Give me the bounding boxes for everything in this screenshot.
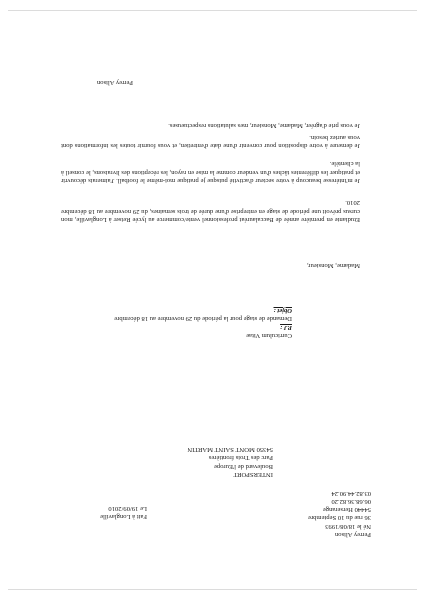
date: Le 19/09/2010 <box>108 504 147 512</box>
paragraph-availability: Je demeure à votre disposition pour convenir d'une date d'entretien, et vous fournir toutes les informations dont vous auriez besoin. <box>61 133 360 149</box>
place: Fait à Longlaville <box>100 513 147 520</box>
place-date-block <box>100 503 147 520</box>
recipient-area: Parc des Trois frontières <box>208 454 273 462</box>
paragraph-closing: Je vous prie d'agréer, Madame, Monsieur, mes salutations respectueuses. <box>168 122 360 129</box>
subject-block <box>114 306 292 339</box>
page-edge-bottom <box>8 10 417 11</box>
sender-city: 54440 Herserange <box>322 506 371 514</box>
recipient-city: 54350 MONT SAINT MARTIN <box>187 446 273 454</box>
recipient-street: Boulevard de l'Europe <box>213 462 273 470</box>
objet-label: Objet : <box>273 307 292 315</box>
signature-text: Perrey Alison <box>96 79 133 86</box>
objet-text: Demande de stage pour la période du 29 novembre au 18 décembre <box>114 315 292 323</box>
recipient-block <box>187 445 273 478</box>
sender-phone: 03.82.44.90.24 <box>331 489 371 497</box>
salutation-text: Madame, Monsieur, <box>306 262 360 269</box>
sender-birth: Né le 18/08/1993 <box>325 522 371 530</box>
sender-mobile: 06.68.36.82.20 <box>331 497 371 505</box>
sender-street: 36 rue du 10 Septembre <box>308 514 371 522</box>
pj-text: Curriculum Vitae <box>246 332 292 339</box>
sender-block <box>308 488 371 538</box>
pj-label: P.J : <box>280 323 292 331</box>
salutation <box>307 261 360 269</box>
page-edge-top <box>8 589 417 590</box>
paragraph-internship: Etudiante en première année de Baccalauréat professionnel vente/commerce au lycée Reiser à Longlaville, mon cursus prévoit une période de stage en entreprise d'une durée de trois semaines, du 29 novembre au 18 décembre 2010. <box>61 199 360 223</box>
signature <box>97 78 133 86</box>
paragraph-motivation: Je m'intéresse beaucoup à votre secteur d'activité puisque je pratique moi-même le football. J'aimerais découvrir et pratiquer les différentes tâches d'un vendeur comme la mise en rayon, les réceptions des livraisons, le conseil à la clientèle. <box>61 160 360 184</box>
recipient-company: INTERSPORT <box>233 471 273 478</box>
sender-name: Perrey Alison <box>334 531 371 538</box>
